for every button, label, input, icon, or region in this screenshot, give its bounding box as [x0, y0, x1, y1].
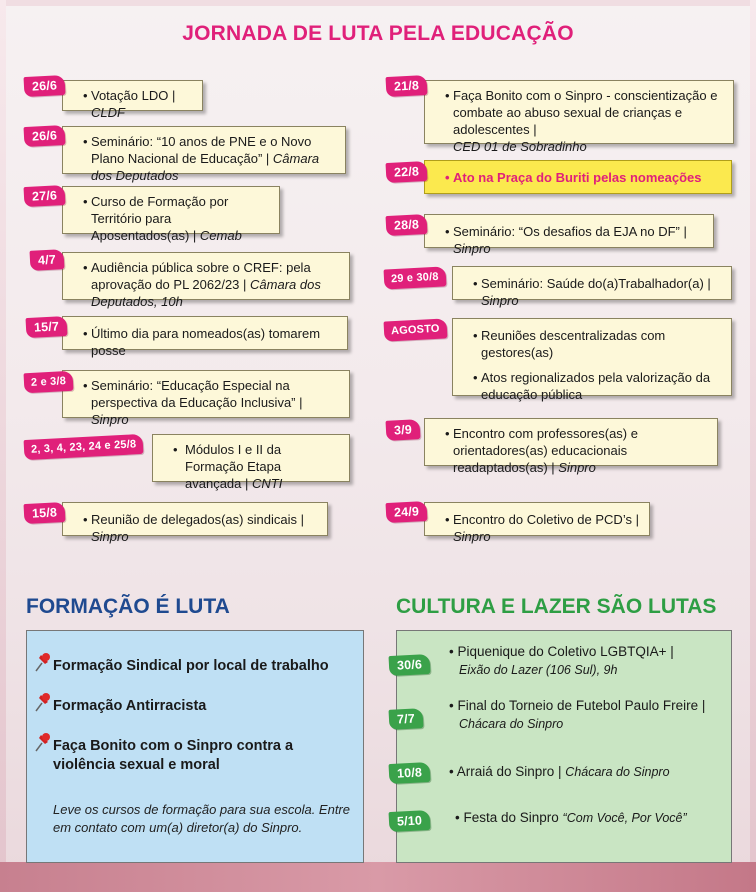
event-text: Reunião de delegados(as) sindicais | [91, 512, 304, 527]
event-location: Sinpro [453, 529, 491, 544]
event-text: Seminário: “10 anos de PNE e o Novo Plano Nacional de Educação” | [91, 134, 312, 166]
event-text: Encontro do Coletivo de PCD’s | [453, 512, 639, 527]
formacao-item-text: Formação Sindical por local de trabalho [53, 658, 329, 674]
section-title-formacao: FORMAÇÃO É LUTA [26, 595, 230, 618]
cultura-item-text: • Piquenique do Coletivo LGBTQIA+ | Eixão do Lazer (106 Sul), 9h [449, 644, 674, 677]
event-text: Seminário: “Os desafios da EJA no DF” | [453, 224, 687, 239]
event-text: Votação LDO | [91, 88, 176, 103]
cultura-location: Chácara do Sinpro [565, 765, 670, 779]
bullet-icon: • [445, 512, 450, 527]
date-tag: 15/7 [26, 316, 68, 338]
event-note [424, 214, 714, 256]
date-tag: 26/6 [24, 75, 66, 97]
bullet-icon: • [83, 326, 88, 341]
event-location: Sinpro [91, 412, 129, 427]
bottom-decor-band [0, 862, 756, 892]
event-text: Seminário: “Educação Especial na perspectiva da Educação Inclusiva” | [91, 378, 303, 410]
cultura-event: Final do Torneio de Futebol Paulo Freire | [457, 698, 706, 713]
cultura-event: Piquenique do Coletivo LGBTQIA+ | [457, 644, 674, 659]
bullet-icon: • [445, 426, 450, 441]
date-tag: 2, 3, 4, 23, 24 e 25/8 [24, 434, 144, 460]
bullet-icon: • [445, 88, 450, 103]
formacao-panel [26, 630, 364, 863]
date-tag: 3/9 [385, 419, 420, 441]
bullet-icon: • [445, 170, 450, 185]
event-location: Câmara dos Deputados [91, 151, 320, 183]
event-text: Seminário: Saúde do(a)Trabalhador(a) | [481, 276, 711, 291]
bullet-icon: • [473, 370, 478, 385]
event-location: Cemab [199, 228, 242, 243]
event-note [62, 126, 346, 183]
bullet-icon: • [173, 442, 178, 457]
date-tag: 7/7 [388, 708, 423, 730]
event-text: Audiência pública sobre o CREF: pela aprovação do PL 2062/23 | [91, 260, 311, 292]
pushpin-icon [33, 731, 53, 753]
date-tag: 26/6 [24, 125, 66, 147]
cultura-location: Eixão do Lazer (106 Sul), 9h [459, 663, 618, 677]
event-note-highlighted [424, 160, 732, 194]
event-note [452, 266, 732, 308]
event-note [424, 502, 650, 544]
event-location: Sinpro [481, 293, 519, 308]
date-tag: 27/6 [24, 185, 66, 207]
event-note [62, 80, 203, 120]
page-title: JORNADA DE LUTA PELA EDUCAÇÃO [182, 22, 574, 45]
formacao-item-text: Faça Bonito com o Sinpro contra a violência sexual e moral [53, 738, 294, 773]
bullet-icon: • [473, 276, 478, 291]
event-location: Sinpro [91, 529, 129, 544]
pushpin-icon [33, 691, 53, 713]
bullet-icon: • [473, 328, 478, 343]
event-location: CED 01 de Sobradinho [453, 139, 587, 154]
event-line [473, 369, 721, 403]
page-frame-left [0, 0, 6, 892]
event-text: Curso de Formação por Território para Aposentados(as) | [91, 194, 229, 243]
event-location: CNTI [251, 476, 283, 491]
date-tag: 30/6 [389, 654, 431, 676]
event-note [452, 318, 732, 402]
cultura-event: Festa do Sinpro [463, 810, 563, 825]
bullet-icon: • [83, 134, 88, 149]
event-note [62, 370, 350, 427]
cultura-event: Arraiá do Sinpro | [456, 764, 566, 779]
cultura-location: Chácara do Sinpro [459, 717, 564, 731]
event-location: Câmara dos Deputados, 10h [91, 277, 321, 309]
bullet-icon: • [445, 224, 450, 239]
page-frame-top [0, 0, 756, 6]
date-tag: 24/9 [386, 501, 428, 523]
cultura-item-text: • Festa do Sinpro “Com Você, Por Você” [455, 810, 687, 825]
event-note [424, 418, 718, 475]
date-tag: AGOSTO [384, 318, 448, 341]
event-text: Atos regionalizados pela valorização da educação pública [481, 370, 711, 402]
event-note [62, 502, 328, 544]
event-note [152, 434, 350, 491]
date-tag: 29 e 30/8 [384, 266, 447, 289]
event-note [62, 252, 350, 309]
event-text: Faça Bonito com o Sinpro - conscientização e combate ao abuso sexual de crianças e adolescentes | [453, 88, 718, 137]
event-text: Último dia para nomeados(as) tomarem posse [91, 326, 321, 358]
formacao-note: Leve os cursos de formação para sua escola. Entre em contato com um(a) diretor(a) do Sinpro. [53, 802, 350, 835]
event-note [62, 186, 280, 243]
bullet-icon: • [83, 88, 88, 103]
formacao-item-text: Formação Antirracista [53, 698, 207, 714]
cultura-item-text: • Final do Torneio de Futebol Paulo Freire | Chácara do Sinpro [449, 698, 706, 731]
bullet-icon: • [83, 378, 88, 393]
pushpin-icon [33, 651, 53, 673]
bullet-icon: • [83, 512, 88, 527]
bullet-icon: • [83, 260, 88, 275]
date-tag: 28/8 [386, 214, 428, 236]
event-text: Módulos I e II da Formação Etapa avançada | [185, 442, 282, 491]
event-text: Ato na Praça do Buriti pelas nomeações [453, 170, 702, 185]
cultura-panel [396, 630, 732, 863]
event-note [424, 80, 734, 154]
bullet-icon: • [83, 194, 88, 209]
date-tag: 4/7 [29, 249, 64, 271]
cultura-location: “Com Você, Por Você” [562, 811, 687, 825]
date-tag: 10/8 [389, 762, 431, 784]
event-text: Encontro com professores(as) e orientadores(as) educacionais readaptados(as) | [453, 426, 638, 475]
event-note [62, 316, 348, 358]
section-title-cultura: CULTURA E LAZER SÃO LUTAS [396, 595, 717, 618]
event-location: Sinpro [453, 241, 491, 256]
event-location: Sinpro [558, 460, 596, 475]
cultura-item-text: • Arraiá do Sinpro | Chácara do Sinpro [449, 764, 670, 779]
date-tag: 2 e 3/8 [24, 371, 74, 394]
page-frame-right [750, 0, 756, 892]
date-tag: 21/8 [386, 75, 428, 97]
date-tag: 5/10 [389, 810, 431, 832]
event-text: Reuniões descentralizadas com gestores(as) [481, 328, 666, 360]
date-tag: 15/8 [24, 502, 66, 524]
date-tag: 22/8 [386, 161, 428, 183]
event-location: CLDF [91, 105, 125, 120]
